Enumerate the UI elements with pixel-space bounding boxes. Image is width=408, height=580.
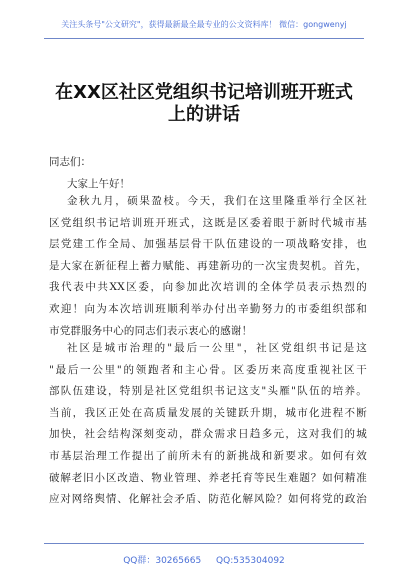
paragraph-line: 欢迎！向为本次培训班顺利举办付出辛勤努力的市委组织部和 xyxy=(49,302,367,315)
title-line-2: 上的讲话 xyxy=(168,104,240,125)
paragraph-line: 层党建工作全局、加强基层骨干队伍建设的一项战略安排，也 xyxy=(49,238,367,251)
paragraph-line: 我代表中共XX区委，向参加此次培训的全体学员表示热烈的 xyxy=(49,281,367,294)
paragraph-line: 破解老旧小区改造、物业管理、养老托育等民生难题？如何精准 xyxy=(49,471,367,484)
paragraph-line: "最后一公里"的领跑者和主心骨。区委历来高度重视社区干 xyxy=(49,363,367,376)
paragraph-line: 市党群服务中心的同志们表示衷心的感谢！ xyxy=(49,324,253,337)
paragraph-line: 加快，社会结构深刻变动，群众需求日趋多元，这对我们的城 xyxy=(49,428,367,441)
paragraph-line: 社区是城市治理的"最后一公里"，社区党组织书记是这 xyxy=(67,342,367,354)
paragraph-line: 区党组织书记培训班开班式，这既是区委着眼于新时代城市基 xyxy=(49,216,367,229)
paragraph-line: 应对网络舆情、化解社会矛盾、防范化解风险？如何将党的政治 xyxy=(49,493,367,506)
salutation: 同志们： xyxy=(49,156,91,168)
greeting: 大家上午好！ xyxy=(67,178,130,190)
paragraph-line: 当前，我区正处在高质量发展的关键跃升期，城市化进程不断 xyxy=(49,406,367,419)
header-promo-note: 关注头条号"公文研究"，获得最新最全最专业的公文资料库！ 微信：gongwenyj xyxy=(61,20,347,29)
document-title xyxy=(40,82,368,126)
header-divider xyxy=(44,38,364,39)
paragraph-line: 是大家在新征程上蓄力赋能、再建新功的一次宝贵契机。首先， xyxy=(49,259,367,272)
footer-qq: QQ:535304092 xyxy=(216,556,285,566)
footer-contact xyxy=(0,553,408,566)
footer-divider xyxy=(44,543,364,544)
footer-qq-group: QQ群：30265665 xyxy=(123,556,202,566)
paragraph-line: 部队伍建设，特别是社区党组织书记这支"头雁"队伍的培养。 xyxy=(49,385,367,398)
title-line-1: 在XX区社区党组织书记培训班开班式 xyxy=(55,82,353,103)
paragraph-line: 市基层治理工作提出了前所未有的新挑战和新要求。如何有效 xyxy=(49,449,367,462)
paragraph-1 xyxy=(49,191,367,342)
paragraph-2 xyxy=(49,338,367,511)
paragraph-line: 金秋九月，硕果盈枝。今天，我们在这里隆重举行全区社 xyxy=(67,195,367,207)
